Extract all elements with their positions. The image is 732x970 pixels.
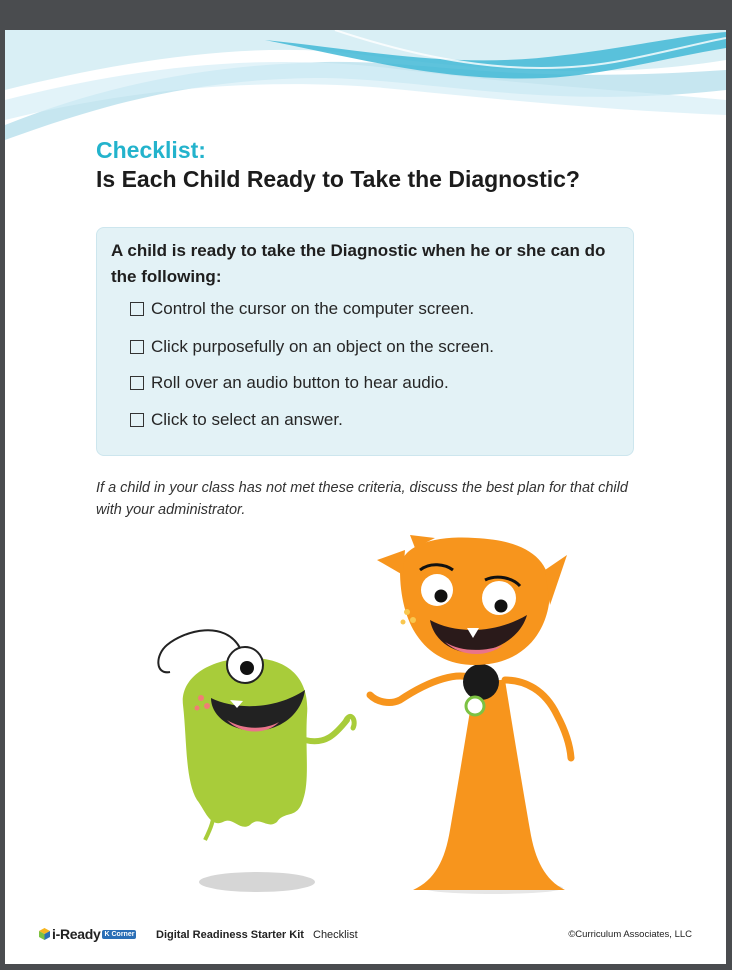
logo-text: i-Ready xyxy=(52,926,101,942)
heading-eyebrow: Checklist: xyxy=(96,137,206,163)
green-monster-icon xyxy=(158,630,354,840)
checkbox-icon[interactable] xyxy=(130,413,144,427)
doc-type: Checklist xyxy=(313,929,358,941)
logo-badge: K Corner xyxy=(104,930,135,938)
header-waves-decoration xyxy=(5,30,726,140)
checkbox-icon[interactable] xyxy=(130,340,144,354)
checklist-item-label: Click to select an answer. xyxy=(151,410,343,429)
kit-name: Digital Readiness Starter Kit xyxy=(156,929,304,941)
checklist-intro: A child is ready to take the Diagnostic when he or she can do the following: xyxy=(111,241,606,286)
monster-characters-illustration xyxy=(5,530,726,910)
orange-monster-icon xyxy=(370,535,571,890)
checklist-item[interactable] xyxy=(130,373,449,393)
checklist-box xyxy=(96,227,634,456)
cube-logo-icon xyxy=(39,928,50,940)
checkbox-icon[interactable] xyxy=(130,302,144,316)
checklist-item-label: Click purposefully on an object on the screen. xyxy=(151,337,495,356)
italic-note: If a child in your class has not met these criteria, discuss the best plan for that child with your administrator. xyxy=(96,480,628,518)
copyright: ©Curriculum Associates, LLC xyxy=(568,929,692,940)
checklist-item[interactable] xyxy=(130,337,494,357)
checkbox-icon[interactable] xyxy=(130,376,144,390)
checklist-item-label: Roll over an audio button to hear audio. xyxy=(151,373,449,392)
checklist-item[interactable] xyxy=(130,299,474,319)
checklist-item-label: Control the cursor on the computer screen. xyxy=(151,299,475,318)
checklist-item[interactable] xyxy=(130,410,343,430)
iready-logo xyxy=(39,926,136,942)
page-footer xyxy=(5,924,726,948)
document-page xyxy=(5,30,726,964)
page-title: Is Each Child Ready to Take the Diagnostic? xyxy=(96,166,580,192)
